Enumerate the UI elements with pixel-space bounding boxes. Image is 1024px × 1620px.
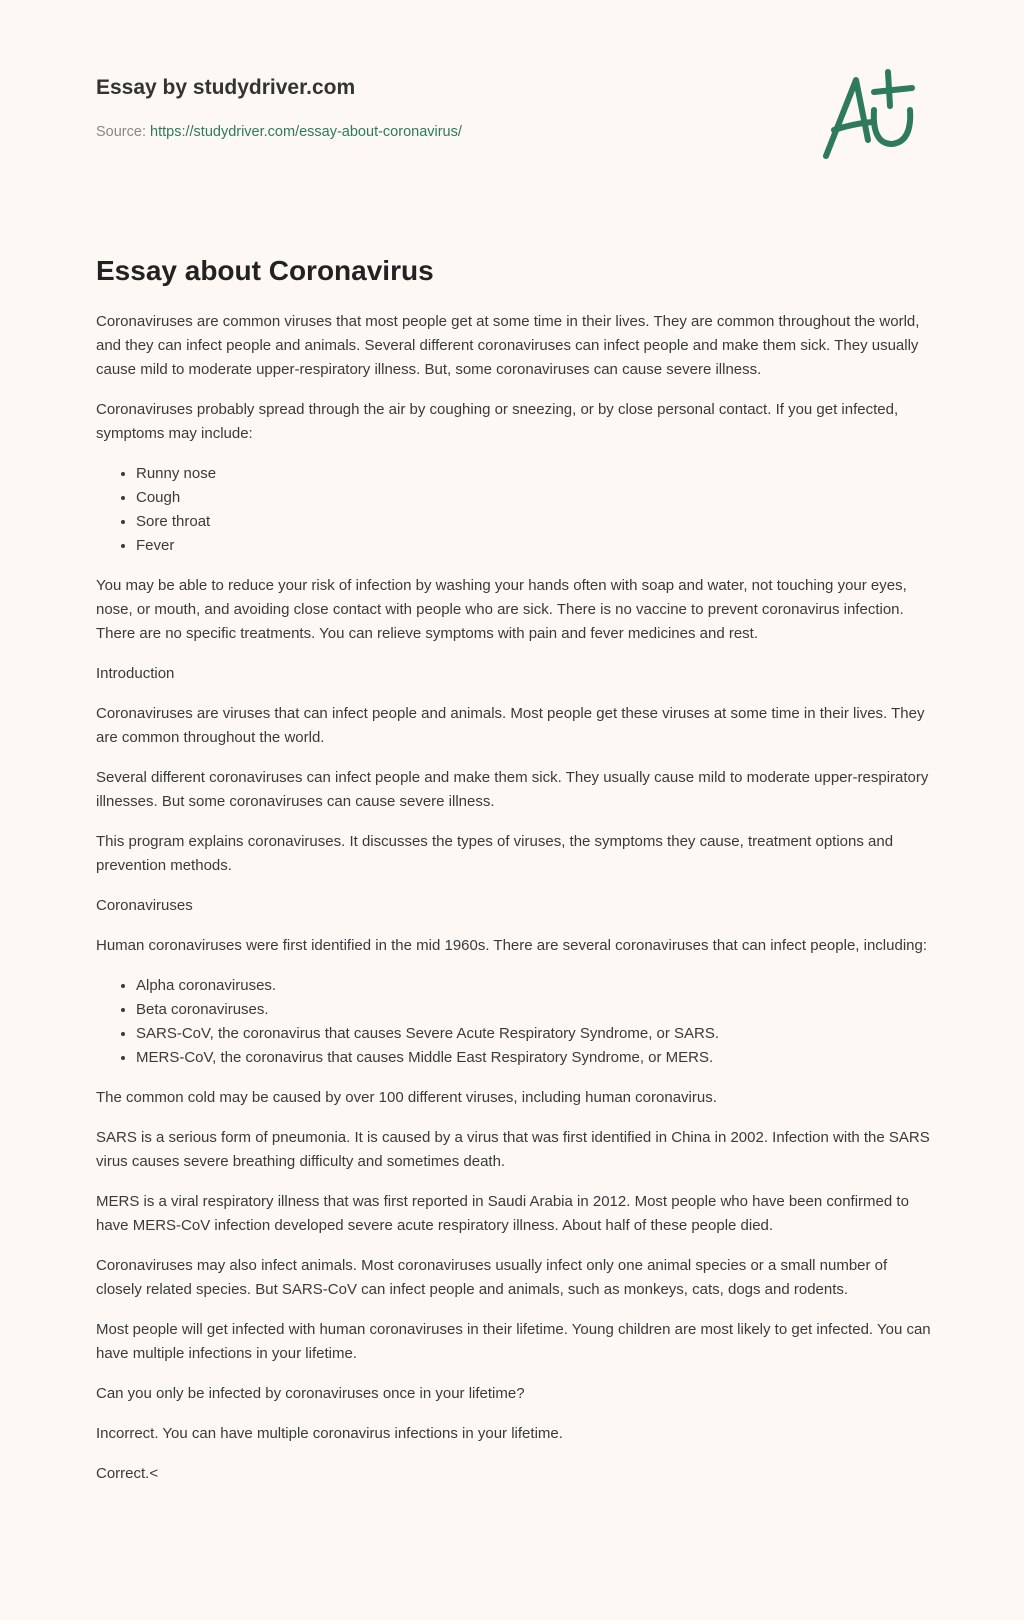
bullet-list	[96, 462, 932, 558]
site-title: Essay by studydriver.com	[96, 76, 356, 99]
list-item: • Beta coronaviruses.	[136, 998, 932, 1022]
essay-paragraph: SARS is a serious form of pneumonia. It is caused by a virus that was first identified in China in 2002. Infection with the SARS virus causes severe breathing difficulty and sometimes death.	[96, 1129, 930, 1170]
source-link[interactable]: https://studydriver.com/essay-about-coronavirus/	[150, 124, 462, 140]
source-label: Source:	[96, 124, 146, 140]
source-line	[96, 124, 462, 140]
list-item: • Alpha coronaviruses.	[136, 974, 932, 998]
list-item: • Runny nose	[136, 462, 932, 486]
list-item: • Cough	[136, 486, 932, 510]
essay-paragraph: Correct.<	[96, 1465, 159, 1482]
a-plus-logo-icon	[818, 66, 928, 166]
essay-content	[96, 254, 932, 1502]
essay-paragraph: Human coronaviruses were first identified in the mid 1960s. There are several coronaviruses that can infect people, including:	[96, 937, 927, 954]
list-item: • MERS-CoV, the coronavirus that causes Middle East Respiratory Syndrome, or MERS.	[136, 1046, 932, 1070]
essay-paragraph: Several different coronaviruses can infect people and make them sick. They usually cause mild to moderate upper-respiratory illnesses. But some coronaviruses can cause severe illness.	[96, 769, 929, 810]
essay-paragraph: Introduction	[96, 665, 175, 682]
essay-title: Essay about Coronavirus	[96, 255, 434, 286]
essay-paragraph: You may be able to reduce your risk of infection by washing your hands often with soap and water, not touching your eyes, nose, or mouth, and avoiding close contact with people who are sick. There is no vaccine to prevent coronavirus infection. There are no specific treatments. You can relieve symptoms with pain and fever medicines and rest.	[96, 577, 907, 642]
essay-paragraph: Coronaviruses	[96, 897, 193, 914]
essay-paragraph: Coronaviruses may also infect animals. Most coronaviruses usually infect only one animal species or a small number of closely related species. But SARS-CoV can infect people and animals, such as monkeys, cats, dogs and rodents.	[96, 1257, 888, 1298]
list-item: • SARS-CoV, the coronavirus that causes Severe Acute Respiratory Syndrome, or SARS.	[136, 1022, 932, 1046]
essay-paragraph: Coronaviruses are viruses that can infect people and animals. Most people get these viruses at some time in their lives. They are common throughout the world.	[96, 705, 925, 746]
essay-paragraph: The common cold may be caused by over 100 different viruses, including human coronavirus.	[96, 1089, 717, 1106]
list-item: • Sore throat	[136, 510, 932, 534]
essay-paragraph: This program explains coronaviruses. It discusses the types of viruses, the symptoms they cause, treatment options and prevention methods.	[96, 833, 894, 874]
list-item: • Fever	[136, 534, 932, 558]
essay-paragraph: Most people will get infected with human coronaviruses in their lifetime. Young children are most likely to get infected. You can have multiple infections in your lifetime.	[96, 1321, 931, 1362]
essay-paragraph: Coronaviruses are common viruses that most people get at some time in their lives. They are common throughout the world, and they can infect people and animals. Several different coronaviruses can infect people and make them sick. They usually cause mild to moderate upper-respiratory illness. But, some coronaviruses can cause severe illness.	[96, 313, 920, 378]
essay-paragraph: MERS is a viral respiratory illness that was first reported in Saudi Arabia in 2012. Most people who have been confirmed to have MERS-CoV infection developed severe acute respiratory illness. About half of these people died.	[96, 1193, 909, 1234]
essay-paragraph: Coronaviruses probably spread through the air by coughing or sneezing, or by close personal contact. If you get infected, symptoms may include:	[96, 401, 899, 442]
bullet-list	[96, 974, 932, 1070]
essay-paragraph: Incorrect. You can have multiple coronavirus infections in your lifetime.	[96, 1425, 563, 1442]
essay-paragraph: Can you only be infected by coronaviruses once in your lifetime?	[96, 1385, 525, 1402]
